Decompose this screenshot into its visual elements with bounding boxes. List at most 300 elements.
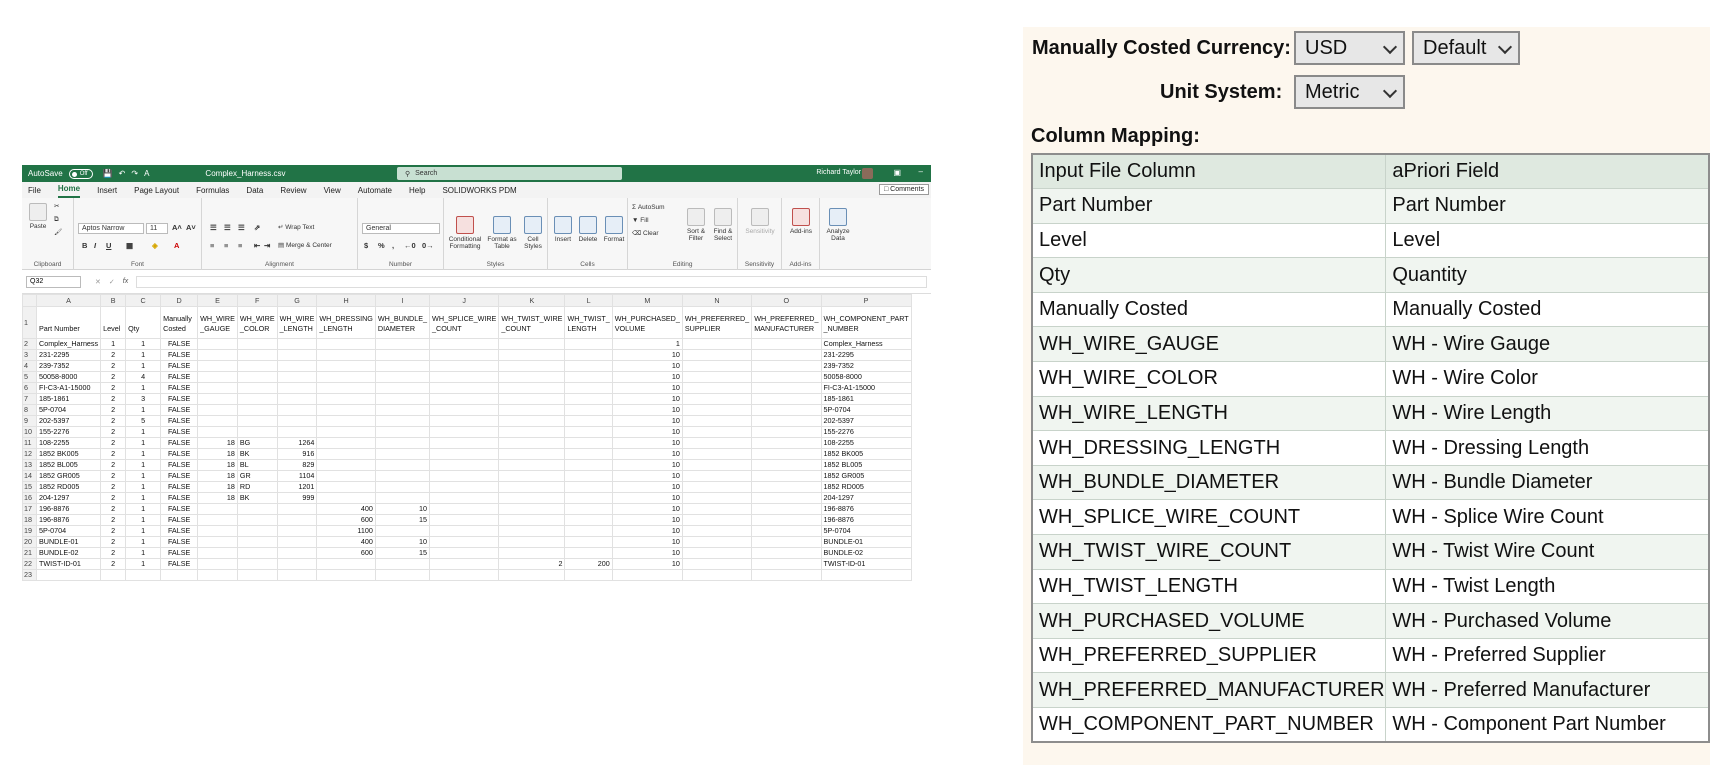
cell[interactable]: WH_WIRE _COLOR	[237, 307, 277, 339]
column-header[interactable]: M	[612, 295, 682, 307]
cell[interactable]	[682, 548, 751, 559]
cell[interactable]: 10	[612, 559, 682, 570]
increase-indent-icon[interactable]: ⇥	[264, 241, 271, 250]
cell[interactable]: FALSE	[161, 427, 198, 438]
cell[interactable]: 1852 GR005	[821, 471, 911, 482]
cell[interactable]: WH_COMPONENT_PART _NUMBER	[821, 307, 911, 339]
menu-automate[interactable]: Automate	[357, 186, 393, 195]
cell[interactable]	[277, 416, 317, 427]
cell[interactable]: 196-8876	[37, 504, 101, 515]
cell[interactable]: 2	[101, 405, 126, 416]
cell[interactable]: 239-7352	[37, 361, 101, 372]
cell[interactable]: 231-2295	[821, 350, 911, 361]
cell[interactable]: 3	[126, 394, 161, 405]
cell[interactable]	[752, 471, 821, 482]
cell[interactable]	[565, 482, 612, 493]
cell[interactable]	[317, 570, 376, 581]
mapping-row[interactable]	[1032, 258, 1709, 293]
cell[interactable]	[499, 471, 565, 482]
cell[interactable]: 1	[126, 361, 161, 372]
cell[interactable]: 1	[126, 350, 161, 361]
comma-icon[interactable]: ,	[392, 241, 395, 250]
cell[interactable]: 10	[612, 493, 682, 504]
mapping-row[interactable]	[1032, 708, 1709, 743]
mapping-row[interactable]	[1032, 500, 1709, 535]
cell[interactable]	[277, 570, 317, 581]
cell[interactable]	[375, 438, 429, 449]
cell[interactable]	[682, 515, 751, 526]
row-header[interactable]: 9	[23, 416, 37, 427]
cell[interactable]: 10	[375, 504, 429, 515]
cell[interactable]: 10	[612, 548, 682, 559]
cell[interactable]: 155-2276	[37, 427, 101, 438]
column-header[interactable]: J	[430, 295, 499, 307]
cell[interactable]: WH_TWIST_ LENGTH	[565, 307, 612, 339]
cell[interactable]: 1852 GR005	[37, 471, 101, 482]
cell[interactable]	[198, 427, 238, 438]
cell[interactable]	[237, 526, 277, 537]
cell[interactable]: 1	[101, 339, 126, 350]
cell[interactable]	[752, 493, 821, 504]
mapping-row[interactable]	[1032, 638, 1709, 673]
cell[interactable]: 400	[317, 504, 376, 515]
mapping-row[interactable]	[1032, 223, 1709, 258]
percent-icon[interactable]: %	[378, 241, 385, 250]
row-header[interactable]: 17	[23, 504, 37, 515]
cell[interactable]	[682, 383, 751, 394]
mapping-row[interactable]	[1032, 569, 1709, 604]
enter-icon[interactable]: ✓	[108, 278, 115, 286]
apriori-field-cell[interactable]: Level	[1386, 223, 1709, 258]
cell[interactable]: 2	[101, 526, 126, 537]
apriori-field-cell[interactable]: WH - Wire Gauge	[1386, 327, 1709, 362]
cell[interactable]: FALSE	[161, 471, 198, 482]
cell[interactable]	[499, 383, 565, 394]
cell[interactable]	[277, 383, 317, 394]
cell[interactable]: 15	[375, 515, 429, 526]
cell[interactable]: 2	[499, 559, 565, 570]
column-header[interactable]: H	[317, 295, 376, 307]
cell[interactable]: 10	[612, 449, 682, 460]
fill-button[interactable]	[632, 217, 649, 224]
cell[interactable]	[375, 405, 429, 416]
menu-view[interactable]: View	[323, 186, 341, 195]
cell[interactable]	[198, 394, 238, 405]
redo-icon[interactable]: ↷	[131, 169, 139, 178]
menu-formulas[interactable]: Formulas	[196, 186, 230, 195]
unit-system-select[interactable]	[1294, 75, 1405, 109]
row-header[interactable]: 22	[23, 559, 37, 570]
cell[interactable]	[237, 515, 277, 526]
cell[interactable]	[237, 350, 277, 361]
cell[interactable]	[682, 482, 751, 493]
cell[interactable]: FALSE	[161, 394, 198, 405]
cell[interactable]	[565, 416, 612, 427]
cell[interactable]	[499, 427, 565, 438]
row-header[interactable]: 7	[23, 394, 37, 405]
cell[interactable]	[752, 438, 821, 449]
column-header[interactable]: I	[375, 295, 429, 307]
cell[interactable]: 1852 BK005	[821, 449, 911, 460]
format-cells-button[interactable]	[602, 216, 626, 243]
apriori-field-cell[interactable]: WH - Preferred Supplier	[1386, 638, 1709, 673]
apriori-field-cell[interactable]: WH - Dressing Length	[1386, 431, 1709, 466]
cell[interactable]: 10	[612, 515, 682, 526]
cell[interactable]	[237, 537, 277, 548]
autosum-button[interactable]	[632, 204, 665, 211]
cell[interactable]	[430, 515, 499, 526]
cell[interactable]	[430, 537, 499, 548]
italic-icon[interactable]: I	[94, 241, 97, 250]
cell[interactable]	[277, 548, 317, 559]
cell[interactable]: BUNDLE-01	[821, 537, 911, 548]
cell[interactable]	[237, 394, 277, 405]
column-header[interactable]: K	[499, 295, 565, 307]
cell[interactable]: 1	[126, 526, 161, 537]
cell[interactable]	[430, 405, 499, 416]
align-bottom-icon[interactable]: ☰	[238, 223, 245, 232]
row-header[interactable]: 8	[23, 405, 37, 416]
cell[interactable]	[198, 515, 238, 526]
cell[interactable]	[375, 559, 429, 570]
cell-styles-button[interactable]	[520, 216, 546, 250]
cell[interactable]	[752, 405, 821, 416]
row-header[interactable]: 10	[23, 427, 37, 438]
cell[interactable]: GR	[237, 471, 277, 482]
cell[interactable]: 10	[612, 372, 682, 383]
cell[interactable]	[277, 559, 317, 570]
insert-cells-button[interactable]	[552, 216, 574, 243]
cell[interactable]: BUNDLE-02	[821, 548, 911, 559]
font-name-select[interactable]: Aptos Narrow	[78, 223, 144, 234]
cell[interactable]: 204-1297	[37, 493, 101, 504]
cell[interactable]	[198, 339, 238, 350]
cell[interactable]	[237, 427, 277, 438]
column-header[interactable]: N	[682, 295, 751, 307]
cell[interactable]	[237, 383, 277, 394]
underline-icon[interactable]: U	[106, 241, 112, 250]
cell[interactable]	[430, 394, 499, 405]
cell[interactable]: 10	[612, 350, 682, 361]
mapping-row[interactable]	[1032, 362, 1709, 397]
cell[interactable]	[499, 405, 565, 416]
cell[interactable]: 1852 RD005	[37, 482, 101, 493]
cell[interactable]	[682, 537, 751, 548]
cell[interactable]	[317, 383, 376, 394]
cell[interactable]: 600	[317, 515, 376, 526]
cell[interactable]	[565, 548, 612, 559]
cell[interactable]	[375, 482, 429, 493]
cell[interactable]: 18	[198, 482, 238, 493]
apriori-field-cell[interactable]: WH - Purchased Volume	[1386, 604, 1709, 639]
column-header[interactable]: F	[237, 295, 277, 307]
cell[interactable]: WH_TWIST_WIRE _COUNT	[499, 307, 565, 339]
cell[interactable]: FALSE	[161, 383, 198, 394]
cell[interactable]: 2	[101, 427, 126, 438]
cell[interactable]	[499, 493, 565, 504]
cell[interactable]	[430, 438, 499, 449]
cell[interactable]: 600	[317, 548, 376, 559]
apriori-field-cell[interactable]: WH - Splice Wire Count	[1386, 500, 1709, 535]
name-box[interactable]: Q32	[26, 276, 81, 288]
ribbon-display-icon[interactable]: ▣	[893, 168, 901, 177]
cell[interactable]	[682, 405, 751, 416]
cell[interactable]: 200	[565, 559, 612, 570]
cell[interactable]	[565, 504, 612, 515]
cell[interactable]	[565, 339, 612, 350]
cell[interactable]	[375, 493, 429, 504]
menu-file[interactable]: File	[28, 186, 41, 195]
cell[interactable]	[317, 339, 376, 350]
cell[interactable]: 10	[612, 438, 682, 449]
bold-icon[interactable]: B	[82, 241, 88, 250]
row-header[interactable]: 12	[23, 449, 37, 460]
cell[interactable]: 18	[198, 493, 238, 504]
apriori-field-cell[interactable]: WH - Wire Length	[1386, 396, 1709, 431]
cell[interactable]: BUNDLE-01	[37, 537, 101, 548]
cell[interactable]: 15	[375, 548, 429, 559]
font-size-select[interactable]: 11	[146, 223, 168, 234]
cell[interactable]: FALSE	[161, 416, 198, 427]
cell[interactable]: FALSE	[161, 372, 198, 383]
cell[interactable]	[430, 416, 499, 427]
cell[interactable]: BUNDLE-02	[37, 548, 101, 559]
cell[interactable]	[198, 570, 238, 581]
cell[interactable]	[375, 361, 429, 372]
cell[interactable]	[682, 427, 751, 438]
conditional-formatting-button[interactable]	[446, 216, 484, 250]
cell[interactable]: 1	[126, 548, 161, 559]
cell[interactable]: 999	[277, 493, 317, 504]
text-color-icon[interactable]: A	[174, 241, 180, 250]
cell[interactable]: 1	[126, 471, 161, 482]
cell[interactable]	[37, 570, 101, 581]
cell[interactable]: 1	[126, 460, 161, 471]
cell[interactable]: 239-7352	[821, 361, 911, 372]
apriori-field-cell[interactable]: WH - Wire Color	[1386, 362, 1709, 397]
cell[interactable]	[499, 482, 565, 493]
align-right-icon[interactable]: ≡	[238, 241, 243, 250]
cell[interactable]: FALSE	[161, 438, 198, 449]
cell[interactable]: 202-5397	[821, 416, 911, 427]
cell[interactable]	[752, 416, 821, 427]
cell[interactable]	[317, 416, 376, 427]
cell[interactable]	[752, 449, 821, 460]
cell[interactable]	[499, 394, 565, 405]
cell[interactable]: 5P-0704	[37, 405, 101, 416]
cell[interactable]: 10	[612, 526, 682, 537]
cell[interactable]	[430, 504, 499, 515]
cell[interactable]	[682, 416, 751, 427]
cell[interactable]: 196-8876	[37, 515, 101, 526]
cell[interactable]	[198, 383, 238, 394]
cell[interactable]: FALSE	[161, 526, 198, 537]
cell[interactable]: 1201	[277, 482, 317, 493]
row-header[interactable]: 11	[23, 438, 37, 449]
cell[interactable]: 10	[612, 405, 682, 416]
cell[interactable]: FALSE	[161, 559, 198, 570]
cell[interactable]	[682, 438, 751, 449]
cell[interactable]	[612, 570, 682, 581]
cell[interactable]	[565, 570, 612, 581]
row-header[interactable]: 2	[23, 339, 37, 350]
cell[interactable]	[682, 570, 751, 581]
cell[interactable]	[237, 548, 277, 559]
addins-button[interactable]	[784, 208, 818, 235]
cell[interactable]: 2	[101, 482, 126, 493]
cell[interactable]: 1	[126, 427, 161, 438]
cell[interactable]: 1	[126, 438, 161, 449]
row-header[interactable]: 15	[23, 482, 37, 493]
row-header[interactable]: 5	[23, 372, 37, 383]
cell[interactable]	[317, 427, 376, 438]
cell[interactable]: Qty	[126, 307, 161, 339]
cell[interactable]	[430, 493, 499, 504]
cell[interactable]	[682, 504, 751, 515]
apriori-field-cell[interactable]: Quantity	[1386, 258, 1709, 293]
cell[interactable]: 196-8876	[821, 515, 911, 526]
clear-button[interactable]	[632, 230, 659, 237]
cell[interactable]	[277, 427, 317, 438]
menu-solidworks-pdm[interactable]: SOLIDWORKS PDM	[442, 186, 517, 195]
cell[interactable]: 2	[101, 460, 126, 471]
copy-icon[interactable]: ⧉	[54, 216, 59, 223]
cell[interactable]: 2	[101, 504, 126, 515]
cell[interactable]	[237, 339, 277, 350]
cell[interactable]	[499, 361, 565, 372]
cell[interactable]: 18	[198, 449, 238, 460]
column-header[interactable]: L	[565, 295, 612, 307]
column-header[interactable]: O	[752, 295, 821, 307]
cell[interactable]: 108-2255	[821, 438, 911, 449]
cell[interactable]	[499, 372, 565, 383]
cell[interactable]	[499, 416, 565, 427]
cell[interactable]	[430, 339, 499, 350]
mapping-row[interactable]	[1032, 292, 1709, 327]
cell[interactable]	[277, 526, 317, 537]
cell[interactable]	[430, 526, 499, 537]
cell[interactable]: 2	[101, 383, 126, 394]
cell[interactable]	[565, 372, 612, 383]
currency-select[interactable]	[1294, 31, 1405, 65]
cell[interactable]	[752, 372, 821, 383]
cell[interactable]: WH_WIRE _GAUGE	[198, 307, 238, 339]
cell[interactable]	[237, 416, 277, 427]
cell[interactable]: 10	[612, 416, 682, 427]
cell[interactable]: 1100	[317, 526, 376, 537]
cell[interactable]	[277, 515, 317, 526]
cell[interactable]	[198, 416, 238, 427]
cell[interactable]	[752, 515, 821, 526]
cell[interactable]	[430, 548, 499, 559]
cell[interactable]	[565, 361, 612, 372]
apriori-field-cell[interactable]: Manually Costed	[1386, 292, 1709, 327]
cell[interactable]	[277, 537, 317, 548]
cell[interactable]	[430, 361, 499, 372]
cell[interactable]: 204-1297	[821, 493, 911, 504]
sort-filter-button[interactable]	[684, 208, 708, 242]
column-header[interactable]: P	[821, 295, 911, 307]
cell[interactable]	[277, 504, 317, 515]
cell[interactable]	[237, 504, 277, 515]
cell[interactable]: FI-C3-A1-15000	[37, 383, 101, 394]
cell[interactable]: 1	[126, 515, 161, 526]
cell[interactable]: FI-C3-A1-15000	[821, 383, 911, 394]
cell[interactable]	[375, 570, 429, 581]
cell[interactable]: Level	[101, 307, 126, 339]
cell[interactable]	[499, 570, 565, 581]
borders-icon[interactable]: ▦	[126, 241, 134, 250]
cell[interactable]: 2	[101, 449, 126, 460]
minimize-icon[interactable]: –	[918, 167, 923, 176]
cell[interactable]	[565, 427, 612, 438]
cell[interactable]	[752, 350, 821, 361]
cell[interactable]: 5P-0704	[37, 526, 101, 537]
mapping-row[interactable]	[1032, 327, 1709, 362]
cell[interactable]	[682, 493, 751, 504]
cell[interactable]: 2	[101, 372, 126, 383]
cell[interactable]: WH_BUNDLE_ DIAMETER	[375, 307, 429, 339]
cell[interactable]	[682, 559, 751, 570]
cell[interactable]: BK	[237, 449, 277, 460]
cell[interactable]	[317, 493, 376, 504]
cell[interactable]: WH_WIRE _LENGTH	[277, 307, 317, 339]
merge-center-button[interactable]	[278, 242, 332, 249]
cell[interactable]	[682, 471, 751, 482]
cell[interactable]	[565, 438, 612, 449]
cell[interactable]	[682, 460, 751, 471]
cell[interactable]: RD	[237, 482, 277, 493]
fill-color-icon[interactable]: ◈	[152, 241, 158, 250]
cell[interactable]	[277, 405, 317, 416]
cell[interactable]	[565, 405, 612, 416]
cell[interactable]: 5P-0704	[821, 526, 911, 537]
cell[interactable]	[499, 438, 565, 449]
cell[interactable]	[430, 482, 499, 493]
cell[interactable]	[375, 460, 429, 471]
cell[interactable]	[317, 471, 376, 482]
cell[interactable]: FALSE	[161, 350, 198, 361]
cell[interactable]	[499, 460, 565, 471]
mapping-row[interactable]	[1032, 673, 1709, 708]
row-header[interactable]: 19	[23, 526, 37, 537]
cell[interactable]	[565, 515, 612, 526]
column-header[interactable]: E	[198, 295, 238, 307]
cell[interactable]	[499, 350, 565, 361]
row-header[interactable]: 13	[23, 460, 37, 471]
cell[interactable]	[430, 559, 499, 570]
delete-cells-button[interactable]	[576, 216, 600, 243]
cell[interactable]: TWIST-ID-01	[821, 559, 911, 570]
cell[interactable]	[375, 427, 429, 438]
cell[interactable]	[317, 438, 376, 449]
cell[interactable]	[499, 548, 565, 559]
cell[interactable]	[375, 449, 429, 460]
orientation-icon[interactable]: ⇗	[254, 223, 261, 232]
cell[interactable]: BL	[237, 460, 277, 471]
cell[interactable]: 10	[612, 361, 682, 372]
cell[interactable]	[752, 482, 821, 493]
cell[interactable]: 196-8876	[821, 504, 911, 515]
cell[interactable]: FALSE	[161, 405, 198, 416]
menu-page-layout[interactable]: Page Layout	[134, 186, 180, 195]
cell[interactable]: 185-1861	[37, 394, 101, 405]
cell[interactable]: FALSE	[161, 493, 198, 504]
cell[interactable]: FALSE	[161, 460, 198, 471]
cell[interactable]	[277, 394, 317, 405]
cell[interactable]	[430, 383, 499, 394]
cell[interactable]	[565, 537, 612, 548]
